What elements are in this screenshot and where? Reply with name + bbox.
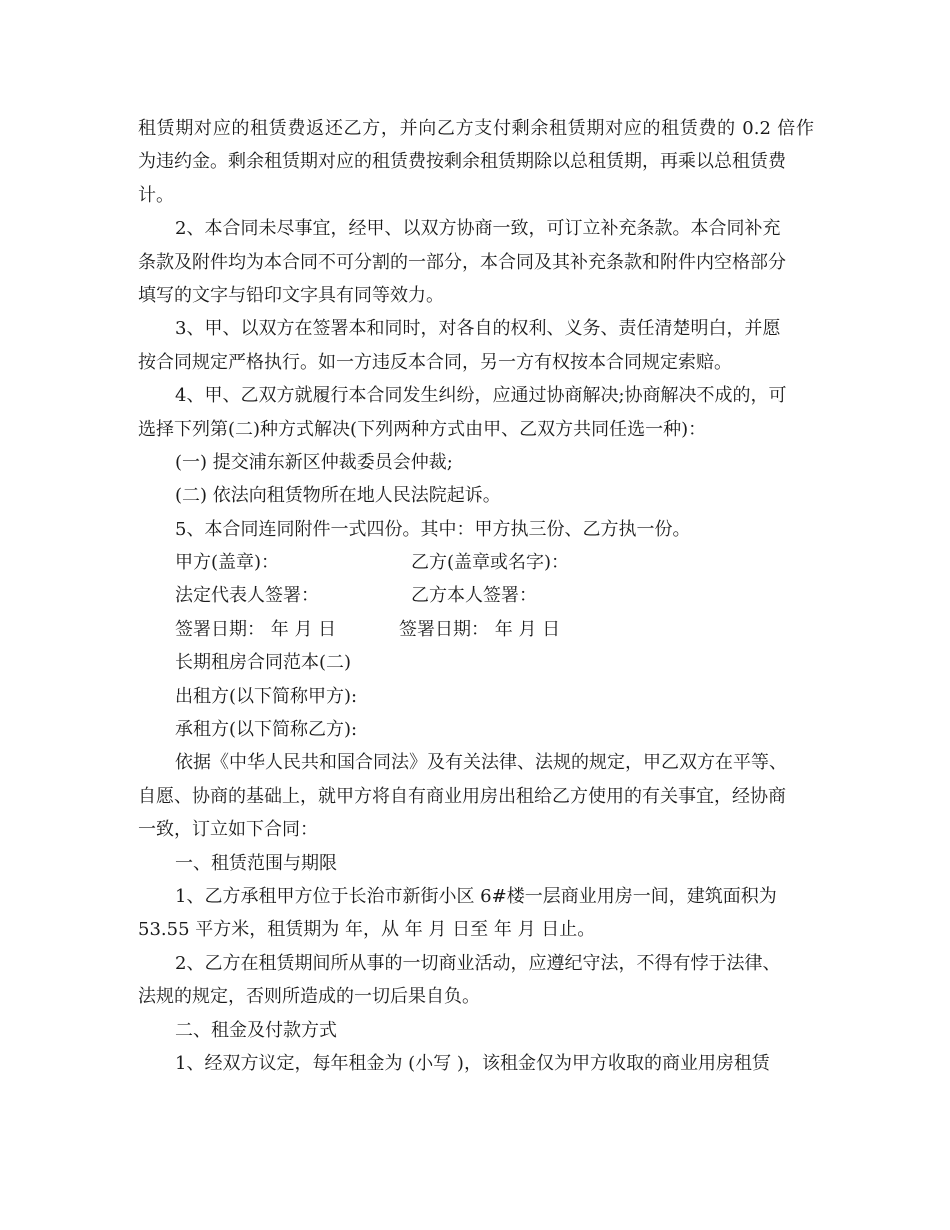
paragraph-line: 2、本合同未尽事宜，经甲、以双方协商一致，可订立补充条款。本合同补充 [175,218,781,240]
paragraph-line: (一) 提交浦东新区仲裁委员会仲裁; [175,451,453,473]
paragraph-line: 按合同规定严格执行。如一方违反本合同，另一方有权按本合同规定索赔。 [138,351,732,373]
section-heading: 二、租金及付款方式 [175,1019,337,1041]
party-a-seal-label: 甲方(盖章)： [175,552,280,574]
paragraph-line: 计。 [138,184,174,206]
paragraph-line: 3、甲、以双方在签署本和同时，对各自的权利、义务、责任清楚明白，并愿 [175,318,781,340]
paragraph-line: 出租方(以下简称甲方): [175,685,358,707]
section-title: 长期租房合同范本(二) [175,652,352,674]
signature-row-seal [138,546,814,579]
paragraph-line: 5、本合同连同附件一式四份。其中：甲方执三份、乙方执一份。 [175,518,691,540]
section-heading: 一、租赁范围与期限 [175,852,337,874]
paragraph-line: 租赁期对应的租赁费返还乙方，并向乙方支付剩余租赁期对应的租赁费的 0.2 倍作 [138,118,814,139]
paragraph-line: 53.55 平方米，租赁期为 年，从 年 月 日至 年 月 日止。 [138,919,596,941]
paragraph-line: 条款及附件均为本合同不可分割的一部分，本合同及其补充条款和附件内空格部分 [138,251,786,273]
party-b-sign-label: 乙方本人签署： [411,585,537,607]
paragraph-line: 1、经双方议定，每年租金为 (小写 )，该租金仅为甲方收取的商业用房租赁 [175,1052,770,1074]
paragraph-line: 填写的文字与铅印文字具有同等效力。 [138,284,444,306]
paragraph-line: 选择下列第(二)种方式解决(下列两种方式由甲、乙双方共同任选一种)： [138,418,707,440]
signature-row-date [138,613,814,646]
party-a-rep-label: 法定代表人签署： [175,585,319,607]
party-a-date-label: 签署日期： 年 月 日 [175,618,337,640]
paragraph-line: 为违约金。剩余租赁期对应的租赁费按剩余租赁期除以总租赁期，再乘以总租赁费 [138,151,786,173]
party-b-seal-label: 乙方(盖章或名字)： [411,552,570,574]
paragraph-line: (二) 依法向租赁物所在地人民法院起诉。 [175,485,501,507]
paragraph-line: 依据《中华人民共和国合同法》及有关法律、法规的规定，甲乙双方在平等、 [175,752,787,774]
paragraph-line: 一致，订立如下合同： [138,819,318,841]
document-body [138,112,814,1080]
signature-row-sign [138,579,814,612]
paragraph-line: 1、乙方承租甲方位于长治市新街小区 6#楼一层商业用房一间，建筑面积为 [175,885,777,907]
paragraph-line: 4、甲、乙双方就履行本合同发生纠纷，应通过协商解决;协商解决不成的，可 [175,385,787,407]
paragraph-line: 承租方(以下简称乙方): [175,719,358,741]
paragraph-line: 法规的规定，否则所造成的一切后果自负。 [138,986,480,1008]
party-b-date-label: 签署日期： 年 月 日 [399,618,561,640]
paragraph-line: 2、乙方在租赁期间所从事的一切商业活动，应遵纪守法，不得有悖于法律、 [175,952,781,974]
paragraph-line: 自愿、协商的基础上，就甲方将自有商业用房出租给乙方使用的有关事宜，经协商 [138,785,786,807]
